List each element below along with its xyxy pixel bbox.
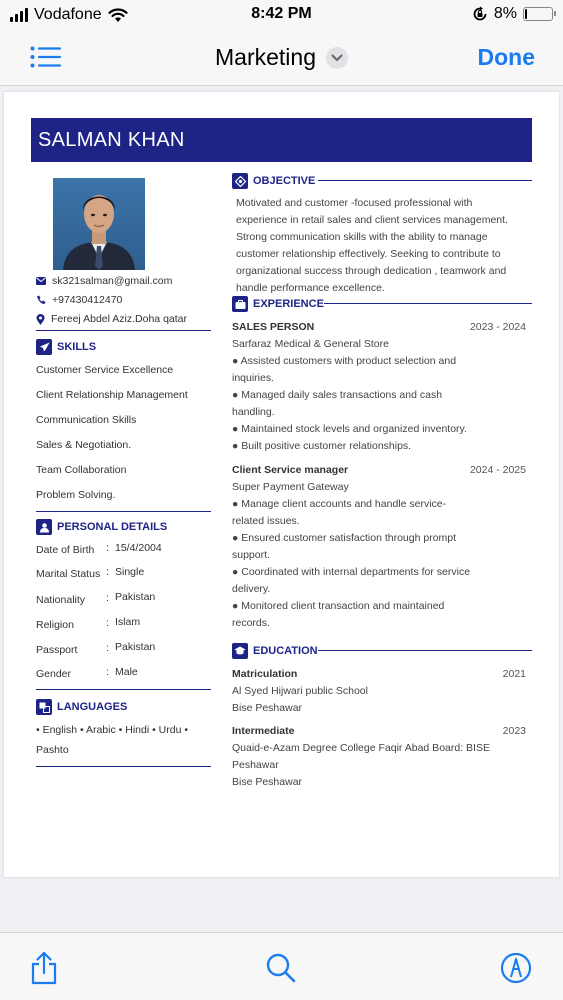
status-bar — [0, 0, 563, 30]
divider — [324, 303, 532, 304]
education-year: 2021 — [502, 668, 526, 680]
education-details: Al Syed Hijwari public School Bise Peshawar — [232, 685, 368, 714]
resume-name: SALMAN KHAN — [38, 129, 185, 151]
personal-value: Pakistan — [115, 591, 156, 603]
markup-icon[interactable] — [500, 951, 532, 985]
phone-text: +97430412470 — [52, 294, 123, 306]
personal-value: Islam — [115, 616, 141, 628]
experience-heading: EXPERIENCE — [232, 296, 324, 312]
graduation-cap-icon — [232, 643, 248, 659]
job-dates: 2024 - 2025 — [469, 464, 526, 476]
skill-item: Problem Solving. — [36, 489, 116, 501]
document-page: SALMAN KHAN sk321salman@gmail.com +97430412470 Fereej Abdel Aziz.Doha qatar SKILLS Customer Service Excellence Client Relationship Management Communication Skills Sales & Negotiation. Team Collaboration Problem Solving. PERSONAL DETAILS Date of Birth : 15/4/2004 Marital Status : Single Nationality : Pakistan Religion : Islam Passport : Pakistan Gender : Male LANGUAGES • English • Arabic • Hindi • Urdu • Pashto OBJECTIVE Motivated and customer -focused professional with experience in retail sales and client services management. Strong communication skills with the ability to manage customer relationship effectively. Seeking to contribute to organizational success through dedication , teamwork and handle performance excellence. EXPERIENCE SALES PERSON 2023 - 2024 Sarfaraz Medical & General Store ● Assisted customers with product selection and inquiries. ● Managed daily sales transactions and cash handling. ● Maintained stock levels and organized inventory. ● Built positive customer relationships. Client Service manager 2024 - 2025 Super Payment Gateway ● Manage client accounts and handle service- related issues. ● Ensured customer satisfaction through prompt support. ● Coordinated with internal departments for service delivery. ● Monitored client transaction and maintained records. EDUCATION Matriculation 2021 Al Syed Hijwari public School Bise Peshawar Intermediate 2023 Quaid-e-Azam Degree College Faqir Abad Board: BISE Peshawar Bise Peshawar — [4, 92, 559, 877]
skills-heading: SKILLS — [36, 339, 96, 355]
contact-phone — [36, 294, 122, 306]
status-time: 8:42 PM — [251, 5, 312, 22]
phone-icon — [36, 295, 46, 305]
skill-item: Team Collaboration — [36, 464, 127, 476]
document-title: Marketing — [215, 44, 316, 70]
briefcase-icon — [232, 296, 248, 312]
orientation-lock-icon — [472, 6, 488, 22]
education-details: Quaid-e-Azam Degree College Faqir Abad Board: BISE Peshawar Bise Peshawar — [232, 742, 490, 788]
skill-item: Sales & Negotiation. — [36, 439, 132, 451]
objective-heading: OBJECTIVE — [232, 173, 315, 189]
skill-item: Communication Skills — [36, 414, 137, 426]
contact-email — [36, 275, 172, 287]
bottom-toolbar — [0, 932, 563, 1000]
divider — [318, 650, 532, 651]
search-icon[interactable] — [265, 951, 297, 985]
personal-label: Religion — [36, 619, 74, 631]
education-title: Matriculation — [232, 668, 298, 680]
personal-label: Marital Status — [36, 568, 101, 580]
name-banner — [31, 118, 532, 162]
job-title: SALES PERSON — [232, 321, 315, 333]
personal-label: Nationality — [36, 594, 86, 606]
personal-value: Single — [115, 566, 145, 578]
share-icon[interactable] — [28, 951, 60, 985]
navigation-bar — [0, 30, 563, 86]
job-details: Super Payment Gateway ● Manage client accounts and handle service- related issues. ● Ensured customer satisfaction through prompt support. ● Coordinated with internal departments for service delivery. ● Monitored client transaction and maintained records. — [232, 481, 471, 629]
target-icon — [232, 173, 248, 189]
languages-list: • English • Arabic • Hindi • Urdu • — [36, 724, 189, 736]
job-dates: 2023 - 2024 — [469, 321, 526, 333]
location-icon — [36, 314, 45, 325]
language-icon — [36, 699, 52, 715]
profile-photo — [53, 178, 145, 270]
languages-list-cont: Pashto — [36, 744, 69, 756]
address-text: Fereej Abdel Aziz.Doha qatar — [51, 313, 187, 325]
skill-item: Customer Service Excellence — [36, 364, 174, 376]
personal-value: 15/4/2004 — [115, 542, 162, 554]
email-icon — [36, 277, 46, 285]
job-details: Sarfaraz Medical & General Store ● Assisted customers with product selection and inquiries. ● Managed daily sales transactions and cash handling. ● Maintained stock levels and organized inventory. ● Built positive customer relationships. — [232, 338, 467, 452]
education-year: 2023 — [502, 725, 526, 737]
divider — [318, 180, 532, 181]
personal-label: Date of Birth — [36, 544, 95, 556]
education-title: Intermediate — [232, 725, 295, 737]
personal-label: Passport — [36, 644, 78, 656]
objective-text: Motivated and customer -focused professional with experience in retail sales and client services management. Strong communication skills with the ability to manage customer relationship effectively. Seeking to contribute to organizational success through dedication , teamwork and handle performance excellence. — [236, 197, 508, 294]
skill-item: Client Relationship Management — [36, 389, 188, 401]
job-title: Client Service manager — [232, 464, 349, 476]
divider — [36, 766, 211, 767]
carrier-label: Vodafone — [34, 6, 102, 23]
personal-details-heading: PERSONAL DETAILS — [36, 519, 167, 535]
email-text: sk321salman@gmail.com — [52, 275, 173, 287]
divider — [36, 330, 211, 331]
divider — [36, 689, 211, 690]
languages-heading: LANGUAGES — [36, 699, 127, 715]
battery-icon — [523, 7, 553, 21]
personal-value: Male — [115, 666, 138, 678]
personal-value: Pakistan — [115, 641, 156, 653]
rocket-icon — [36, 339, 52, 355]
education-heading: EDUCATION — [232, 643, 318, 659]
done-button[interactable]: Done — [477, 44, 535, 70]
divider — [36, 511, 211, 512]
user-icon — [36, 519, 52, 535]
battery-percent: 8% — [493, 5, 517, 22]
chevron-down-icon — [326, 47, 348, 69]
contact-address — [36, 313, 187, 325]
document-title-button[interactable] — [215, 44, 348, 71]
personal-label: Gender — [36, 668, 72, 680]
